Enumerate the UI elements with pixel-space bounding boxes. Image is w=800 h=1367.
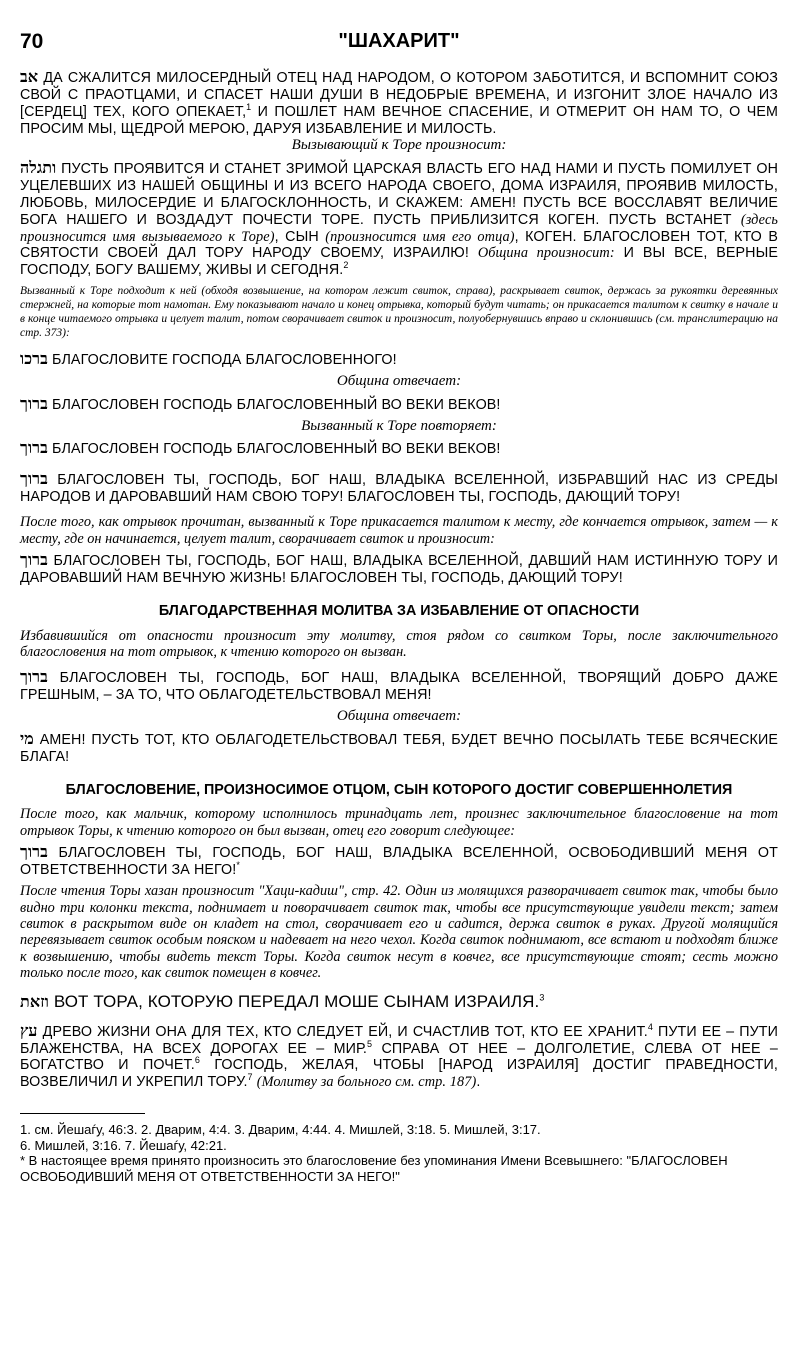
footnote-ref: 4 [647,1021,653,1032]
blessing-text: БЛАГОСЛОВЕН ГОСПОДЬ БЛАГОСЛОВЕННЫЙ ВО ВЕКИ ВЕКОВ! [52,441,501,458]
prayer-text: И ВЫ ВСЕ, ВЕРНЫЕ ГОСПОДУ, БОГУ ВАШЕМУ, ЖИВЫ И СЕГОДНЯ. [20,245,778,279]
hebrew-incipit: ברוך [20,549,48,569]
blessing-text: БЛАГОСЛОВЕН ТЫ, ГОСПОДЬ, БОГ НАШ, ВЛАДЫКА ВСЕЛЕННОЙ, ДАВШИЙ НАМ ИСТИННУЮ ТОРУ И ДАРОВАВШИЙ НАМ ВЕЧНУЮ ЖИЗНЬ! БЛАГОСЛОВЕН ТЫ, ГОСПОДЬ, ДАЮЩИЙ ТОРУ! [20,552,778,586]
instruction: Вызванный к Торе повторяет: [301,417,497,434]
blessing-text: БЛАГОСЛОВЕН ТЫ, ГОСПОДЬ, БОГ НАШ, ВЛАДЫКА ВСЕЛЕННОЙ, ИЗБРАВШИЙ НАС ИЗ СРЕДЫ НАРОДОВ И ДАРОВАВШИЙ НАМ СВОЮ ТОРУ! БЛАГОСЛОВЕН ТЫ, ГОСПОДЬ, ДАЮЩИЙ ТОРУ! [20,472,778,506]
footnote-ref: 2 [343,260,349,271]
hebrew-incipit: ברכו [20,349,48,369]
instruction: После чтения Торы хазан произносит "Хаци-кадиш", стр. 42. Один из молящихся разворачивает свиток так, чтобы было видно три колонки текста, поднимает и поворачивает свиток так, чтобы все присутствующие увидели текст; затем свиток в раскрытом виде он кладет на стол, сворачивает его и садится, держа свиток в руках. Другой молящийся перевязывает свиток особым пояском и надевает на него чехол. Когда свиток поднимают, все встают и подходят ближе к возвышению, чтобы видеть текст Торы. Когда свиток несут в ковчег, все присутствующие стоят; сесть можно только после того, как свиток помещен в ковчег. [20,883,778,982]
prayer-text: ГОСПОДЬ, ЖЕЛАЯ, ЧТОБЫ [НАРОД ИЗРАИЛЯ] ДОСТИГ ПРАВЕДНОСТИ, ВОЗВЕЛИЧИЛ И УКРЕПИЛ ТОРУ. [20,1057,778,1091]
inline-instruction: Община произносит: [477,245,615,262]
prayer-text: ПУТИ ЕЕ – ПУТИ БЛАЖЕНСТВА, НА ВСЕХ ДОРОГАХ ЕЕ – МИР. [20,1023,779,1057]
blessing-before-reading [20,470,778,506]
page-header [20,28,778,68]
blessing-repeat [20,439,778,458]
instruction-small: Вызванный к Торе подходит к ней (обходя возвышение, на котором лежит свиток, справа), раскрывает свиток, держась за рукоятки деревянных стержней, на которые тот намотан. Ему показывают начало и конец отрывка, который будут читать; он прикасается талитом к свитку в начале и в конце читаемого отрывка и целует талит, потом сворачивает свиток и произносит, полуобернувшись вправо и склонившись (см. транслитерацию на стр. 373): [20,285,778,339]
blessing-response [20,395,778,414]
prayer-text: ПУСТЬ ПРОЯВИТСЯ И СТАНЕТ ЗРИМОЙ ЦАРСКАЯ ВЛАСТЬ ЕГО НАД НАМИ И ПУСТЬ ПОМИЛУЕТ ОН УЦЕЛЕВШИХ ИЗ НАШЕЙ ОБЩИНЫ И ИЗ ВСЕГО НАРОДА СВОЕГО, ДОМА ИЗРАИЛЯ, ПРОЯВИВ МИЛОСТЬ, ЛЮБОВЬ, МИЛОСЕРДИЕ И БЛАГОСКЛОННОСТЬ, И СКАЖЕМ: АМЕН! ПУСТЬ ВСЕ ВОССЛАВЯТ ВЕЛИЧИЕ БОГА НАШЕГО И ВОЗДАДУТ ПОЧЕСТИ ТОРЕ. ПУСТЬ ПРИБЛИЗИТСЯ КОГЕН. ПУСТЬ ВСТАНЕТ [20,161,778,228]
blessing-hagomel [20,668,778,704]
instruction: Община отвечает: [336,373,462,390]
prayer-text: . [476,1074,481,1091]
hebrew-incipit: ותגלה [20,158,57,178]
blessing-barchu [20,350,778,369]
prayer-text: , СЫН [274,228,319,245]
inline-instruction: (произносится имя его отца) [325,228,515,245]
hebrew-incipit: מי [20,728,34,748]
inline-instruction: (здесь произносится имя вызываемого к Торе) [20,211,778,245]
footnote-line: 1. см. Йешаѓу, 46:3. 2. Дварим, 4:4. 3. Дварим, 4:44. 4. Мишлей, 3:18. 5. Мишлей, 3:17. [20,1122,541,1138]
prayer-text: СПРАВА ОТ НЕЕ – ДОЛГОЛЕТИЕ, СЛЕВА ОТ НЕЕ – БОГАТСТВО И ПОЧЕТ. [20,1040,778,1074]
prayer-text: И ПОШЛЕТ НАМ ВЕЧНОЕ СПАСЕНИЕ, И ОТМЕРИТ ОН НАМ ТО, О ЧЕМ ПРОСИМ МЫ, ЩЕДРОЙ МЕРОЮ, ДАРУЯ ИЗБАВЛЕНИЕ И МИЛОСТЬ. [20,103,779,137]
footnote-rule [20,1113,145,1114]
footnote-ref: 6 [194,1055,200,1066]
prayer-text: ДРЕВО ЖИЗНИ ОНА ДЛЯ ТЕХ, КТО СЛЕДУЕТ ЕЙ, И СЧАСТЛИВ ТОТ, КТО ЕЕ ХРАНИТ. [42,1023,648,1040]
blessing-text: БЛАГОСЛОВИТЕ ГОСПОДА БЛАГОСЛОВЕННОГО! [51,352,397,369]
section-heading: БЛАГОДАРСТВЕННАЯ МОЛИТВА ЗА ИЗБАВЛЕНИЕ ОТ ОПАСНОСТИ [158,602,640,619]
prayer-av-harachamim [20,68,778,137]
blessing-text: БЛАГОСЛОВЕН ГОСПОДЬ БЛАГОСЛОВЕННЫЙ ВО ВЕКИ ВЕКОВ! [52,396,501,413]
footnote-star-text: * В настоящее время принято произносить это благословение без упоминания Имени Всевышнего: "БЛАГОСЛОВЕН ОСВОБОДИВШИЙ МЕНЯ ОТ ОТВЕТСТВЕННОСТИ ЗА НЕГО!" [20,1153,728,1184]
etz-chaim [20,1022,778,1091]
blessing-after-reading [20,551,778,587]
prayer-text: ДА СЖАЛИТСЯ МИЛОСЕРДНЫЙ ОТЕЦ НАД НАРОДОМ, О КОТОРОМ ЗАБОТИТСЯ, И ВСПОМНИТ СОЮЗ СВОЙ С ПРАОТЦАМИ, И СПАСЕТ НАШИ ДУШИ В НЕДОБРЫЕ ВРЕМЕНА, И ИЗГОНИТ ЗЛОЕ НАЧАЛО ИЗ [СЕРДЕЦ] ТЕХ, КОГО ОПЕКАЕТ, [20,70,778,120]
footnote-ref: 3 [539,992,545,1003]
prayer-text: , КОГЕН. БЛАГОСЛОВЕН ТОТ, КТО В СВЯТОСТИ СВОЕЙ ДАЛ ТОРУ НАРОДУ СВОЕМУ, ИЗРАИЛЮ! [20,228,778,262]
blessing-text: БЛАГОСЛОВЕН ТЫ, ГОСПОДЬ, БОГ НАШ, ВЛАДЫКА ВСЕЛЕННОЙ, ОСВОБОДИВШИЙ МЕНЯ ОТ ОТВЕТСТВЕННОСТИ ЗА НЕГО! [20,845,778,879]
blessing-response [20,730,778,766]
footnote-star: * [236,860,240,871]
hebrew-incipit: ברוך [20,667,48,687]
running-title: "ШАХАРИТ" [338,30,460,52]
instruction: Община отвечает: [336,708,462,725]
instruction: После того, как мальчик, которому исполнилось тринадцать лет, произнес заключительное благословение на тот отрывок Торы, к чтению которого он был вызван, отец его говорит следующее: [20,806,778,839]
blessing-text: БЛАГОСЛОВЕН ТЫ, ГОСПОДЬ, БОГ НАШ, ВЛАДЫКА ВСЕЛЕННОЙ, ТВОРЯЩИЙ ДОБРО ДАЖЕ ГРЕШНЫМ, – ЗА ТО, ЧТО ОБЛАГОДЕТЕЛЬСТВОВАЛ МЕНЯ! [20,670,779,704]
hebrew-incipit: ברוך [20,438,48,458]
vezot-hatorah [20,992,778,1012]
hebrew-incipit: אב [20,67,39,86]
page-number: 70 [20,30,44,53]
inline-instruction: (Молитву за больного см. стр. 187) [256,1074,477,1091]
footnotes [20,1122,778,1184]
instruction: Избавившийся от опасности произносит эту молитву, стоя рядом со свитком Торы, после заключительного благословения на тот отрывок, к чтению которого он вызван. [20,627,778,660]
blessing-baruch-sheptarani [20,843,778,879]
prayer-vetigale [20,159,778,279]
instruction: После того, как отрывок прочитан, вызванный к Торе прикасается талитом к месту, где кончается отрывок, затем — к месту, где он начинается, целует талит, сворачивает свиток и произносит: [20,514,778,547]
hebrew-incipit: וזאת [20,991,49,1011]
footnote-line: 6. Мишлей, 3:16. 7. Йешаѓу, 42:21. [20,1137,227,1153]
blessing-text: АМЕН! ПУСТЬ ТОТ, КТО ОБЛАГОДЕТЕЛЬСТВОВАЛ ТЕБЯ, БУДЕТ ВЕЧНО ПОСЫЛАТЬ ТЕБЕ ВСЯЧЕСКИЕ БЛАГА! [20,731,778,765]
hebrew-incipit: עץ [20,1020,38,1040]
section-heading: БЛАГОСЛОВЕНИЕ, ПРОИЗНОСИМОЕ ОТЦОМ, СЫН КОТОРОГО ДОСТИГ СОВЕРШЕННОЛЕТИЯ [65,781,733,798]
hebrew-incipit: ברוך [20,469,48,489]
footnote-ref: 7 [247,1072,253,1083]
prayer-text: ВОТ ТОРА, КОТОРУЮ ПЕРЕДАЛ МОШЕ СЫНАМ ИЗРАИЛЯ. [53,991,540,1011]
footnote-separator-area [20,1113,778,1114]
instruction: Вызывающий к Торе произносит: [291,137,507,154]
footnote-ref: 5 [366,1038,373,1049]
footnote-ref: 1 [246,101,252,112]
hebrew-incipit: ברוך [20,393,48,413]
hebrew-incipit: ברוך [20,842,48,862]
